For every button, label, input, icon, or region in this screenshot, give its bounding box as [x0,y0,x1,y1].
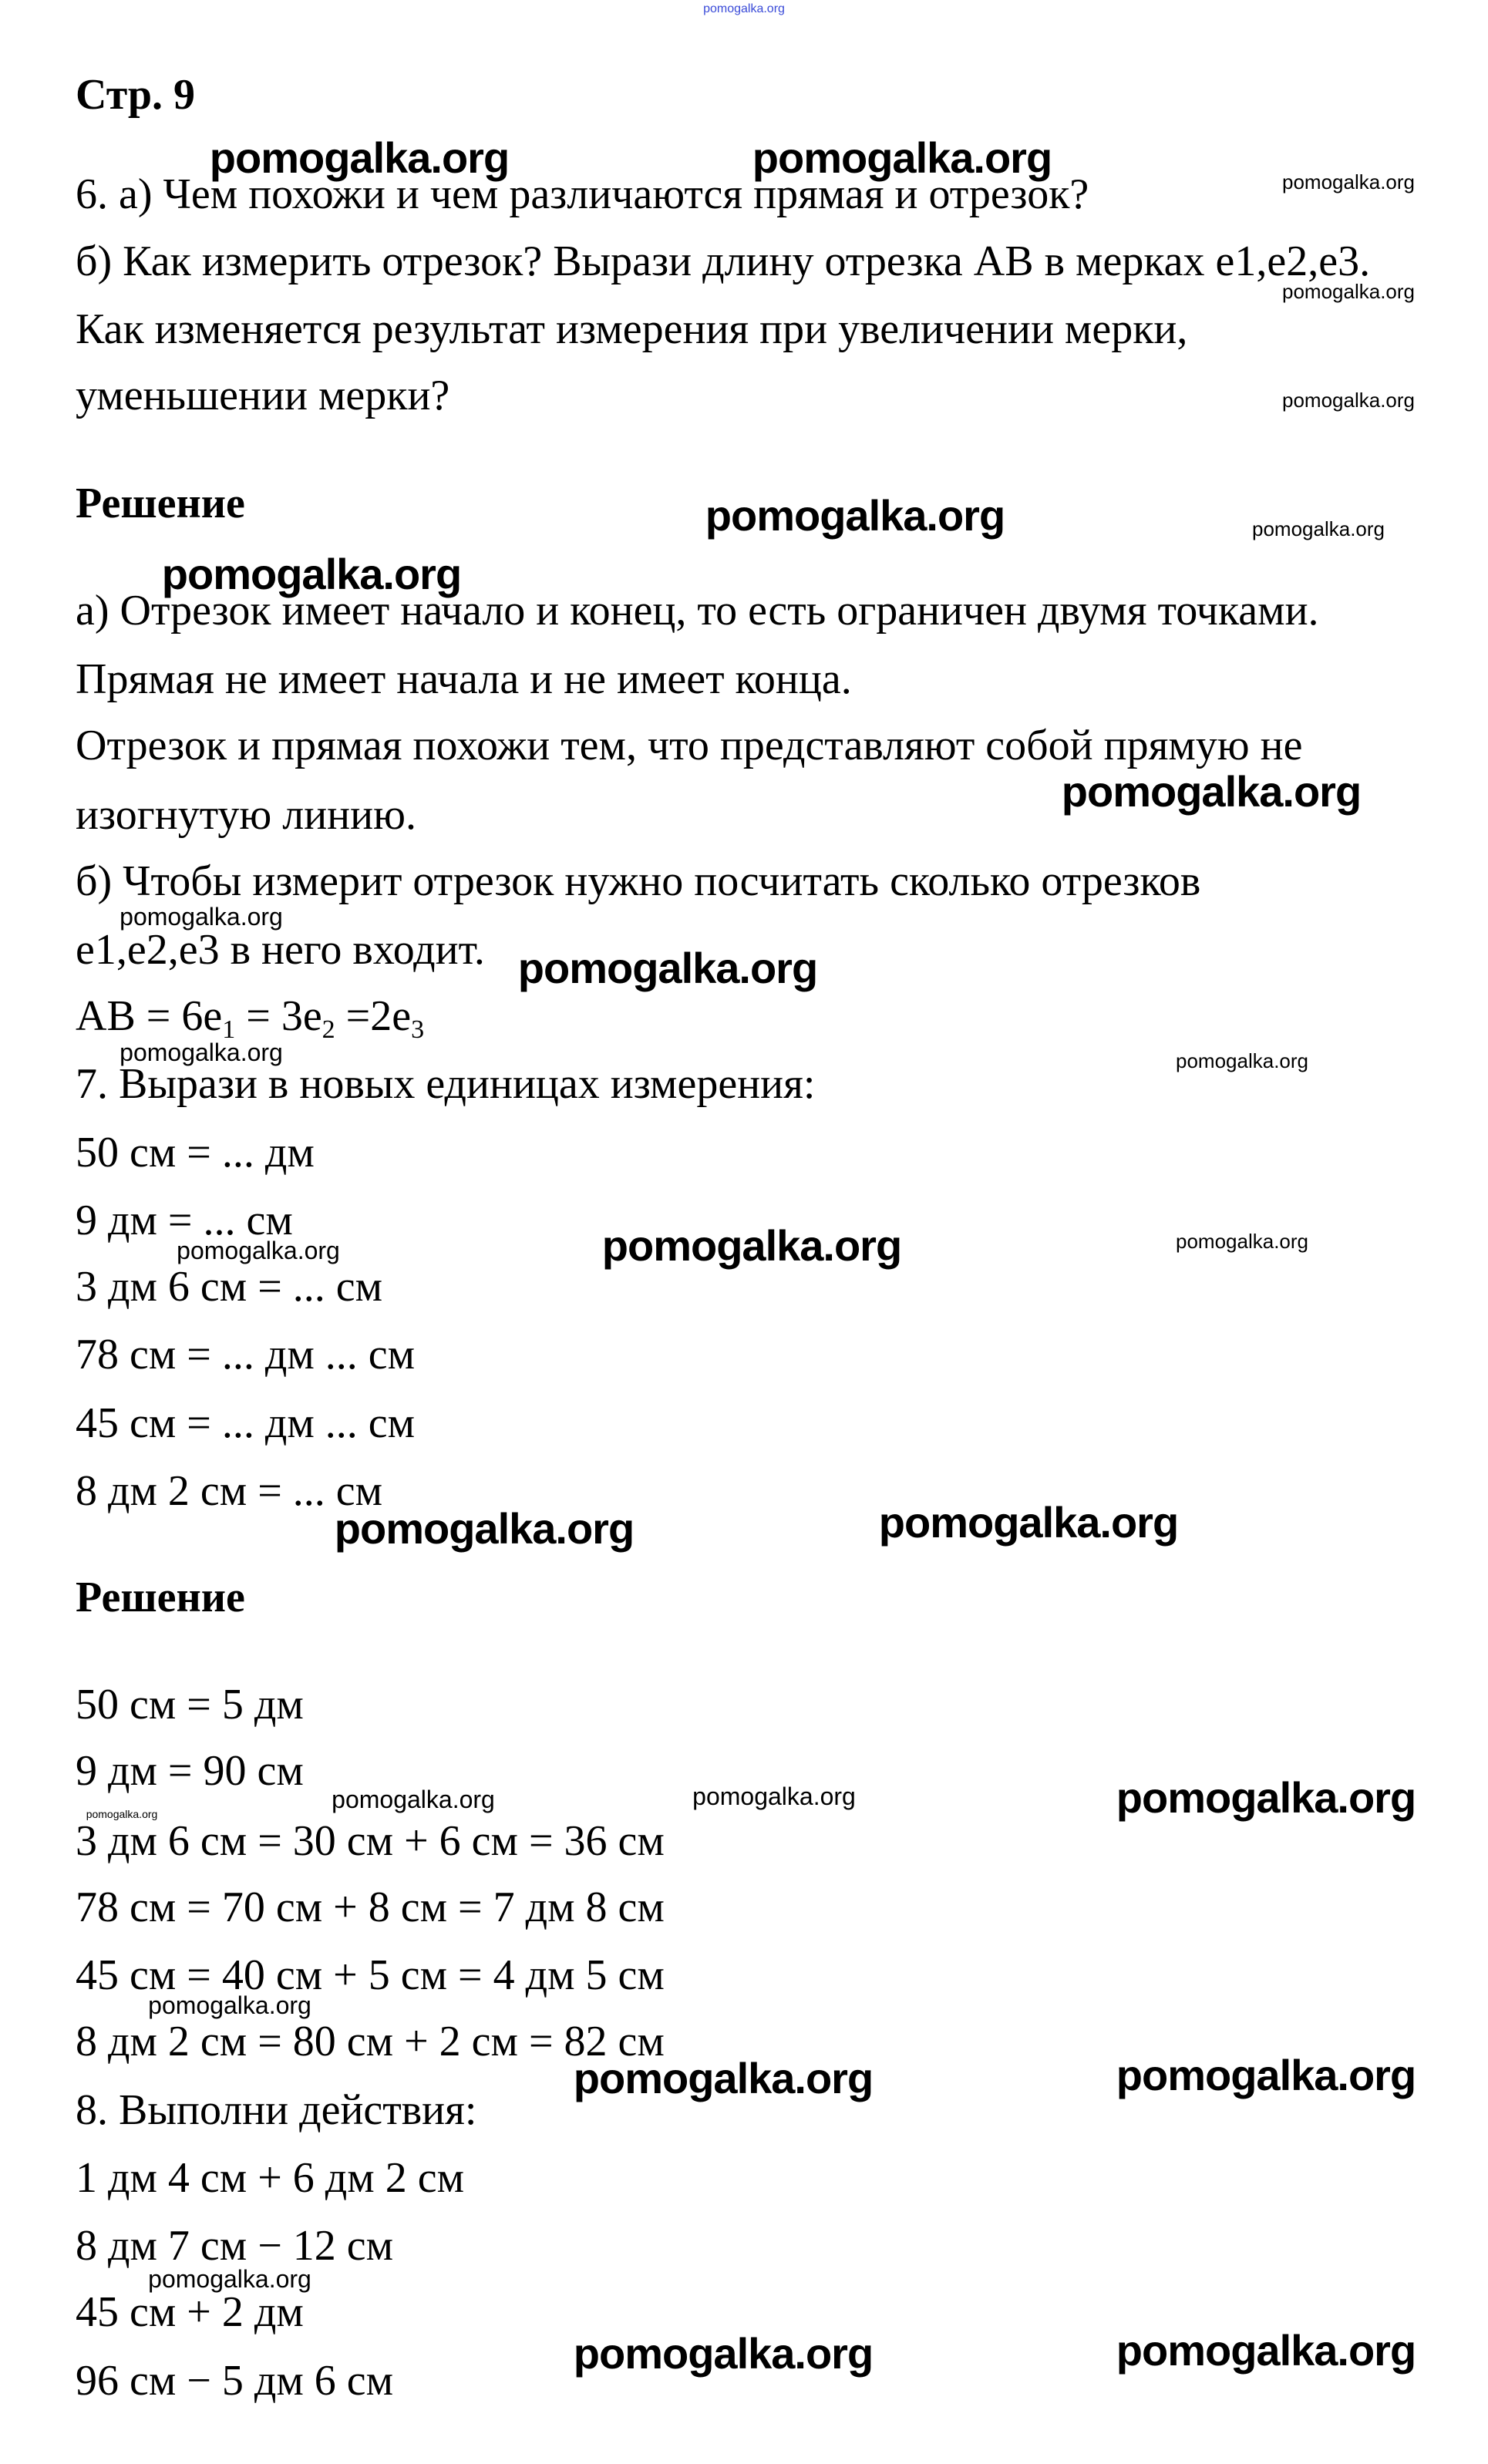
watermark: pomogalka.org [1282,170,1415,194]
watermark: pomogalka.org [601,1221,902,1270]
watermark: pomogalka.org [334,1504,635,1553]
watermark: pomogalka.org [703,2,785,15]
ab-formula [76,991,425,1044]
solution7-item: 50 см = 5 дм [76,1681,304,1729]
solution6-line: изогнутую линию. [76,791,416,839]
solution7-item: 45 см = 40 см + 5 см = 4 дм 5 см [76,1951,665,1999]
formula-part: =2e [335,992,412,1040]
task7-item: 50 см = ... дм [76,1129,315,1176]
watermark: pomogalka.org [878,1498,1179,1547]
task6-d: уменьшении мерки? [76,372,450,419]
task7-item: 3 дм 6 см = ... см [76,1263,383,1311]
watermark: pomogalka.org [120,1038,283,1066]
watermark: pomogalka.org [1282,389,1415,412]
watermark: pomogalka.org [1061,767,1362,816]
watermark: pomogalka.org [177,1237,340,1264]
watermark: pomogalka.org [148,1991,311,2019]
solution6-line: б) Чтобы измерит отрезок нужно посчитать сколько отрезков [76,857,1201,905]
watermark: pomogalka.org [1116,1773,1416,1822]
task8-item: 96 см − 5 дм 6 см [76,2357,394,2405]
task7-item: 78 см = ... дм ... см [76,1331,416,1378]
watermark: pomogalka.org [573,2054,874,2102]
watermark: pomogalka.org [120,903,283,931]
task7-item: 9 дм = ... см [76,1197,293,1244]
task8-item: 8 дм 7 см − 12 см [76,2222,394,2270]
watermark: pomogalka.org [517,944,818,992]
task6-a: 6. а) Чем похожи и чем различаются прямая и отрезок? [76,170,1089,218]
task6-b: б) Как измерить отрезок? Вырази длину отрезка АВ в мерках е1,е2,е3. [76,237,1371,285]
task7-title: 7. Вырази в новых единицах измерения: [76,1060,816,1108]
solution-heading: Решение [76,480,245,527]
watermark: pomogalka.org [752,133,1052,182]
formula-part: АВ = 6e [76,992,223,1040]
watermark: pomogalka.org [573,2329,874,2378]
task7-item: 45 см = ... дм ... см [76,1399,416,1447]
formula-sub: 3 [411,1015,425,1044]
solution6-line: Отрезок и прямая похожи тем, что представляют собой прямую не [76,722,1303,769]
task7-item: 8 дм 2 см = ... см [76,1467,383,1515]
solution7-item: 9 дм = 90 см [76,1747,304,1795]
solution7-item: 78 см = 70 см + 8 см = 7 дм 8 см [76,1883,665,1931]
watermark: pomogalka.org [1282,280,1415,303]
watermark: pomogalka.org [1116,2326,1416,2375]
watermark: pomogalka.org [692,1782,856,1810]
task6-c: Как изменяется результат измерения при увеличении мерки, [76,305,1188,353]
solution6-line: а) Отрезок имеет начало и конец, то есть ограничен двумя точками. [76,587,1319,635]
task8-item: 45 см + 2 дм [76,2288,304,2336]
solution-heading: Решение [76,1574,245,1621]
page-title: Стр. 9 [76,71,196,119]
watermark: pomogalka.org [148,2265,311,2293]
watermark: pomogalka.org [332,1786,495,1813]
watermark: pomogalka.org [1176,1049,1308,1072]
task8-title: 8. Выполни действия: [76,2086,477,2134]
formula-part: = 3e [235,992,322,1040]
watermark: pomogalka.org [1176,1230,1308,1253]
solution7-item: 8 дм 2 см = 80 см + 2 см = 82 см [76,2018,665,2065]
watermark: pomogalka.org [161,550,462,598]
formula-sub: 2 [322,1015,335,1044]
solution6-line: е1,е2,е3 в него входит. [76,926,485,974]
task8-item: 1 дм 4 см + 6 дм 2 см [76,2154,465,2202]
formula-sub: 1 [222,1015,236,1044]
watermark: pomogalka.org [209,133,510,182]
solution6-line: Прямая не имеет начала и не имеет конца. [76,655,852,703]
solution7-item: 3 дм 6 см = 30 см + 6 см = 36 см [76,1817,665,1865]
watermark: pomogalka.org [86,1808,158,1820]
watermark: pomogalka.org [1116,2051,1416,2099]
watermark: pomogalka.org [1252,517,1385,540]
watermark: pomogalka.org [705,491,1005,540]
